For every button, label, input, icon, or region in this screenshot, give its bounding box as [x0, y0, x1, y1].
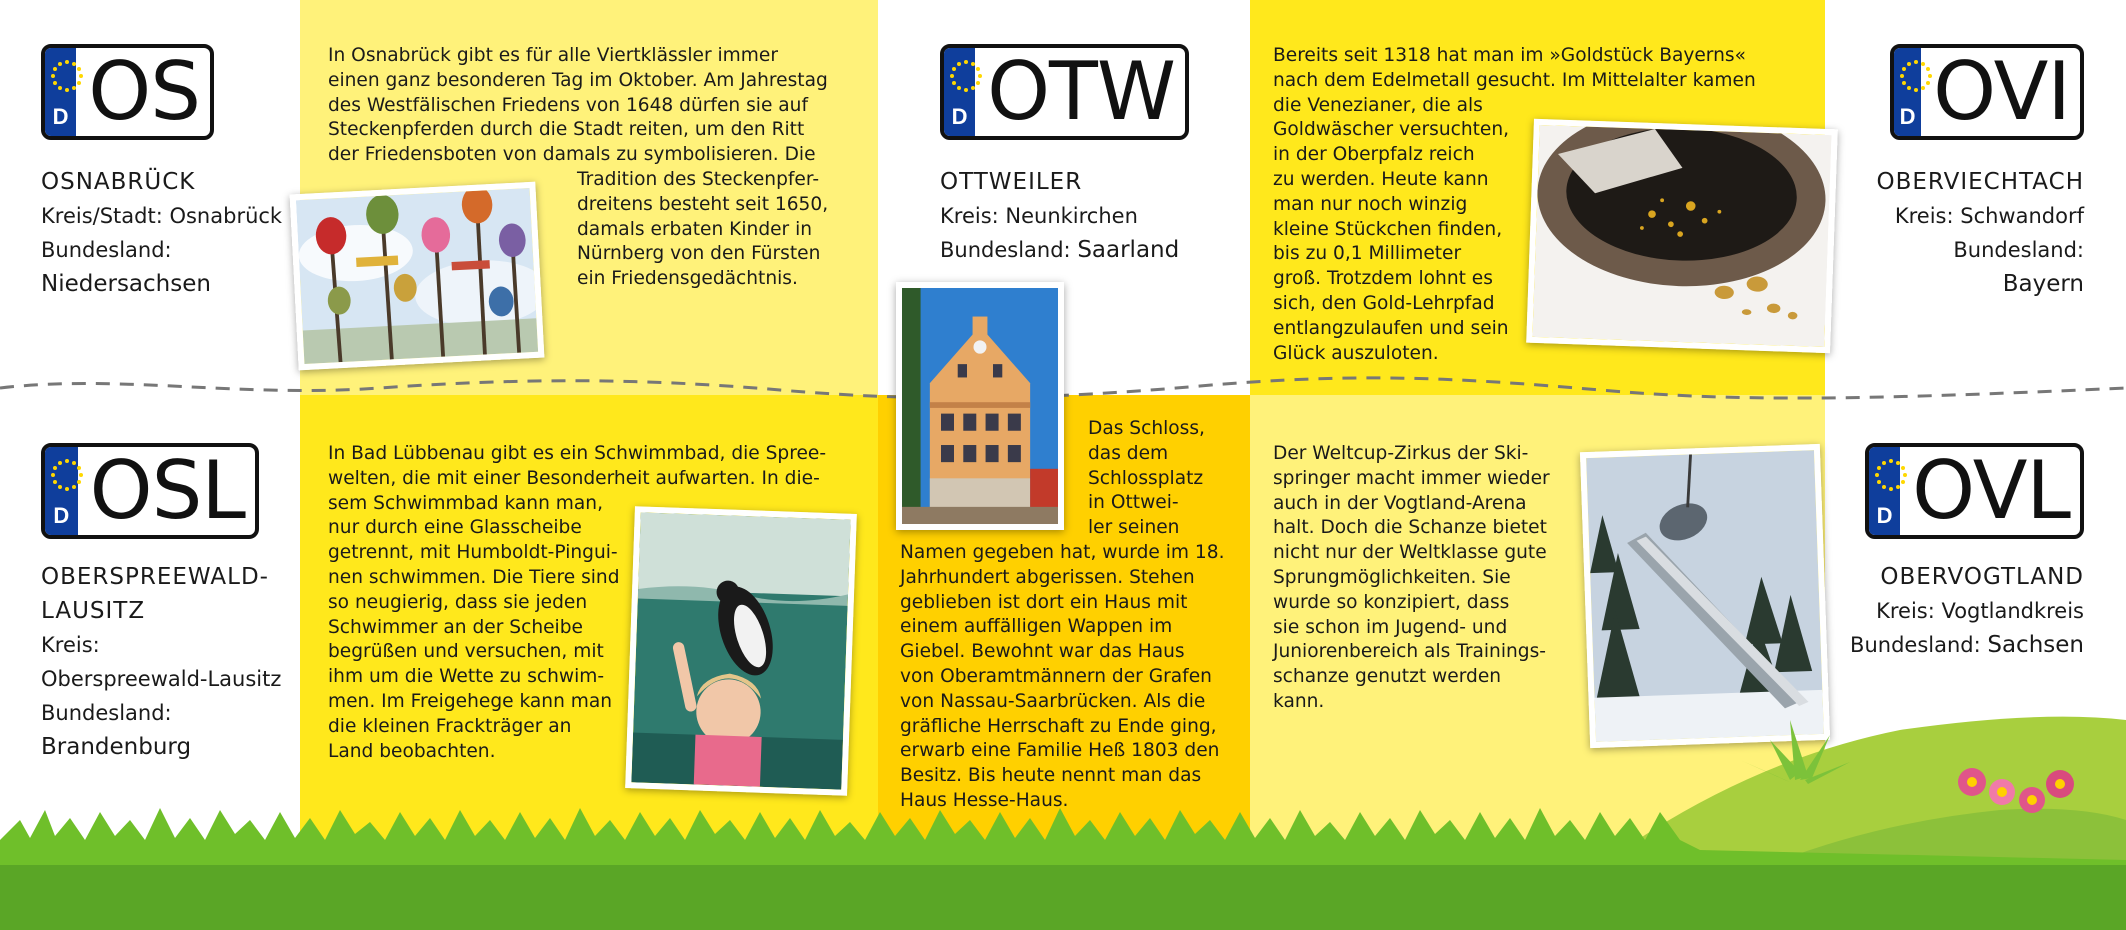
license-plate-os [41, 44, 214, 140]
text-line: ler seinen [1088, 517, 1180, 539]
plate-code: OVL [1912, 444, 2070, 537]
district-kreis: Kreis: Schwandorf [1894, 204, 2084, 228]
text-line: Namen gegeben hat, wurde im 18. [900, 542, 1225, 563]
text-line: sich, den Gold-Lehrpfad [1273, 292, 1495, 314]
district-info-ovi [1877, 165, 2085, 301]
country-letter: D [52, 104, 69, 129]
text-line: men. Im Freigehege kann man [328, 690, 613, 712]
text-line: Sprungmöglichkeiten. Sie [1273, 566, 1511, 588]
plate-code: OSL [89, 444, 245, 537]
district-land-label: Bundesland: [41, 238, 172, 262]
text-line: die Venezianer, die als [1273, 94, 1483, 116]
license-plate-ovl [1865, 443, 2084, 539]
country-letter: D [1899, 104, 1916, 129]
text-line: damals erbaten Kinder in [577, 218, 813, 240]
eu-flag-icon [45, 48, 76, 136]
text-line: dreitens besteht seit 1650, [577, 193, 829, 215]
text-line: von Oberamtmännern der Grafen [900, 665, 1212, 687]
text-line: Steckenpferden durch die Stadt reiten, um den Ritt [328, 119, 805, 141]
text-line: der Friedensboten von damals zu symbolisieren. Die [328, 144, 816, 166]
text-line: begrüßen und versuchen, mit [328, 641, 604, 663]
text-line: In Bad Lübbenau gibt es ein Schwimmbad, die Spree- [328, 443, 827, 464]
text-line: Der Weltcup-Zirkus der Ski- [1273, 443, 1529, 464]
plate-code: OVI [1933, 45, 2070, 138]
text-line: schanze genutzt werden [1273, 666, 1502, 688]
district-kreis: Kreis: Neunkirchen [940, 204, 1138, 228]
district-info-otw [940, 165, 1179, 267]
district-land: Brandenburg [41, 734, 192, 760]
country-letter: D [951, 104, 968, 129]
license-plate-osl [41, 443, 259, 539]
text-line: erwarb eine Familie Heß 1803 den [900, 740, 1220, 762]
text-line: halt. Doch die Schanze bietet [1273, 517, 1547, 539]
text-line: entlangzulaufen und sein [1273, 317, 1509, 339]
text-line: Glück auszuloten. [1273, 342, 1439, 364]
text-ottweiler-short [1088, 417, 1205, 541]
text-line: Juniorenbereich als Trainings- [1273, 641, 1546, 663]
eu-flag-icon [944, 48, 975, 136]
text-line: Land beobachten. [328, 740, 496, 762]
district-kreis: Oberspreewald-Lausitz [41, 667, 282, 691]
country-letter: D [1876, 503, 1893, 528]
text-line: Haus Hesse-Haus. [900, 789, 1069, 811]
eu-flag-icon [1894, 48, 1921, 136]
text-line: Nürnberg von den Fürsten [577, 243, 821, 265]
district-land: Niedersachsen [41, 271, 211, 297]
text-line: Schwimmer an der Scheibe [328, 616, 583, 638]
text-line: das dem [1088, 442, 1169, 464]
text-line: nicht nur der Weltklasse gute [1273, 542, 1547, 564]
text-line: die kleinen Frackträger an [328, 715, 572, 737]
text-line: man nur noch winzig [1273, 193, 1468, 215]
text-line: Das Schloss, [1088, 418, 1205, 439]
text-line: In Osnabrück gibt es für alle Viertklässler immer [328, 45, 778, 66]
text-line: Besitz. Bis heute nennt man das [900, 765, 1202, 787]
text-line: so neugierig, dass sie jeden [328, 591, 588, 613]
license-plate-otw [940, 44, 1189, 140]
text-line: Tradition des Steckenpfer- [577, 168, 820, 190]
text-line: ein Friedensgedächtnis. [577, 268, 798, 290]
district-name: OTTWEILER [940, 169, 1083, 195]
text-line: nen schwimmen. Die Tiere sind [328, 566, 620, 588]
text-line: nur durch eine Glasscheibe [328, 517, 582, 539]
text-line: nach dem Edelmetall gesucht. Im Mittelalter kamen [1273, 69, 1756, 91]
text-line: zu werden. Heute kann [1273, 168, 1489, 190]
district-info-os [41, 165, 282, 301]
text-line: Goldwäscher versuchten, [1273, 119, 1510, 141]
text-line: welten, die mit einer Besonderheit aufwarten. In die- [328, 467, 820, 489]
photo-hobby-horses [290, 182, 545, 371]
district-land-label: Bundesland: [41, 701, 172, 725]
district-land: Bayern [2002, 271, 2084, 297]
district-name-line-2: LAUSITZ [41, 598, 146, 624]
eu-flag-icon [1869, 447, 1900, 535]
district-name: OSNABRÜCK [41, 169, 196, 195]
district-info-ovl [1850, 560, 2084, 662]
district-name: OBERVOGTLAND [1880, 564, 2084, 590]
text-line: gräfliche Herrschaft zu Ende ging, [900, 715, 1217, 737]
district-name: OBERVIECHTACH [1876, 169, 2084, 195]
text-line: groß. Trotzdem lohnt es [1273, 268, 1493, 290]
district-kreis: Kreis/Stadt: Osnabrück [41, 204, 283, 228]
license-plate-ovi [1890, 44, 2084, 140]
text-line: von Nassau-Saarbrücken. Als die [900, 690, 1206, 712]
plate-code: OTW [987, 45, 1175, 138]
text-line: geblieben ist dort ein Haus mit [900, 591, 1188, 613]
text-line: einen ganz besonderen Tag im Oktober. Am Jahrestag [328, 69, 828, 91]
text-line: sem Schwimmbad kann man, [328, 492, 603, 514]
district-land-label: Bundesland: [1953, 238, 2084, 262]
photo-gold-pan [1526, 119, 1838, 353]
text-line: in Ottwei- [1088, 492, 1179, 514]
text-line: kann. [1273, 690, 1325, 712]
district-land: Saarland [1077, 237, 1180, 263]
text-line: des Westfälischen Friedens von 1648 dürfen sie auf [328, 94, 809, 116]
photo-hesse-haus [896, 282, 1064, 530]
text-line: springer macht immer wieder [1273, 467, 1550, 489]
country-letter: D [53, 503, 70, 528]
text-line: Schlossplatz [1088, 467, 1204, 489]
plate-code: OS [88, 45, 200, 138]
text-line: Jahrhundert abgerissen. Stehen [900, 566, 1195, 588]
district-land-label: Bundesland: [940, 238, 1078, 262]
grass-meadow [0, 700, 2126, 930]
text-line: sie schon im Jugend- und [1273, 616, 1508, 638]
district-kreis-label: Kreis: [41, 633, 100, 657]
district-name-line-1: OBERSPREEWALD- [41, 564, 269, 590]
text-line: in der Oberpfalz reich [1273, 144, 1475, 166]
eu-flag-icon [45, 447, 78, 535]
text-obervogtland [1273, 442, 1550, 715]
text-line: getrennt, mit Humboldt-Pingui- [328, 542, 618, 564]
text-line: ihm um die Wette zu schwim- [328, 666, 605, 688]
text-line: einem auffälligen Wappen im [900, 616, 1173, 638]
district-land: Sachsen [1987, 632, 2084, 658]
text-line: Giebel. Bewohnt war das Haus [900, 641, 1185, 663]
text-line: wurde so konzipiert, dass [1273, 591, 1510, 613]
text-line: bis zu 0,1 Millimeter [1273, 243, 1462, 265]
text-line: auch in der Vogtland-Arena [1273, 492, 1527, 514]
district-kreis: Kreis: Vogtlandkreis [1876, 599, 2084, 623]
district-land-label: Bundesland: [1850, 633, 1988, 657]
text-line: kleine Stückchen finden, [1273, 218, 1503, 240]
text-line: Bereits seit 1318 hat man im »Goldstück Bayerns« [1273, 45, 1746, 66]
